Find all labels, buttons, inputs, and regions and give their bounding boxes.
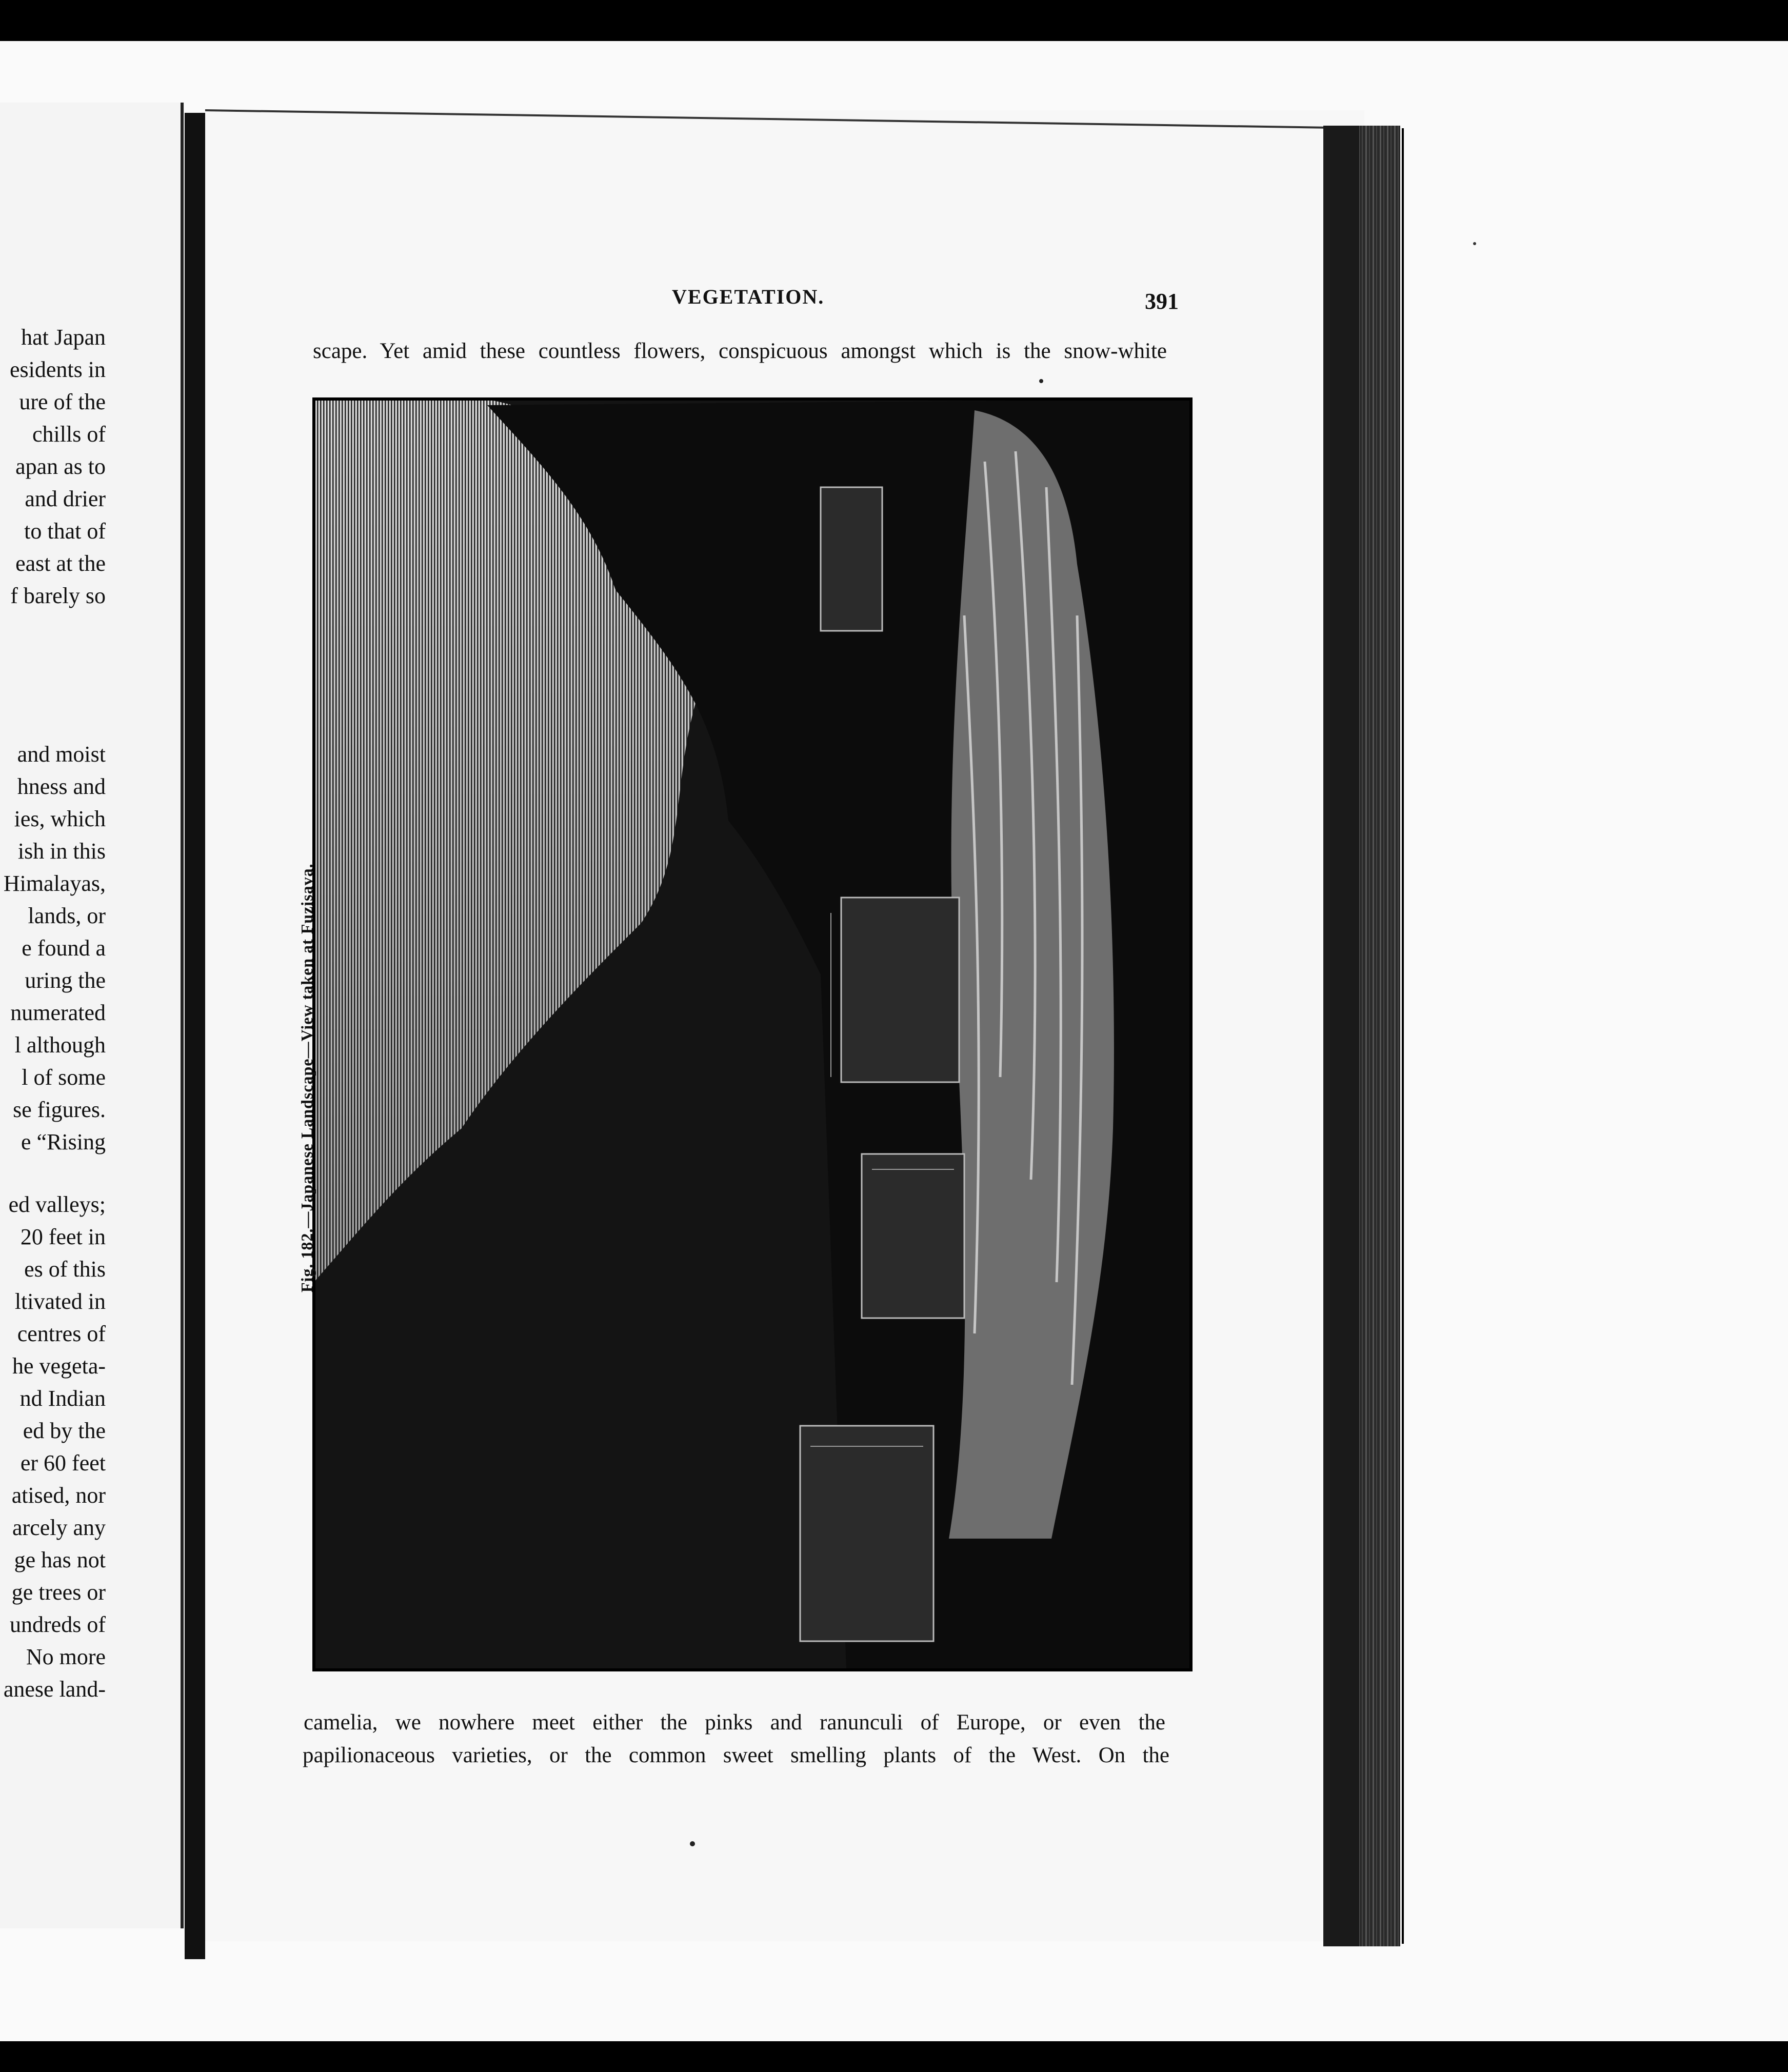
left-page-line: and drier bbox=[25, 486, 106, 511]
figure-caption: Fig. 182.—Japanese Landscape—View taken at Fuzisava. bbox=[297, 863, 316, 1292]
left-page-line: f barely so bbox=[10, 583, 106, 608]
left-page-line: esidents in bbox=[10, 357, 106, 382]
left-page-line: hness and bbox=[17, 774, 106, 799]
left-page-line: apan as to bbox=[15, 454, 106, 479]
left-page-line: ge has not bbox=[14, 1547, 106, 1572]
left-page-line: chills of bbox=[32, 422, 106, 447]
left-page-line: lands, or bbox=[28, 903, 106, 928]
left-page-line: l of some bbox=[22, 1065, 106, 1090]
left-page-line: ltivated in bbox=[14, 1289, 106, 1314]
left-page-line: No more bbox=[26, 1644, 106, 1669]
left-page-line: ge trees or bbox=[11, 1580, 106, 1605]
left-page-line: ish in this bbox=[17, 839, 106, 864]
left-page-line: numerated bbox=[10, 1000, 106, 1025]
left-page-line: Himalayas, bbox=[3, 871, 106, 896]
left-page-line: ies, which bbox=[14, 806, 106, 831]
left-page-line: er 60 feet bbox=[20, 1450, 106, 1476]
left-page-line: ed valleys; bbox=[8, 1192, 106, 1217]
left-page-line: se figures. bbox=[13, 1097, 106, 1122]
left-page-line: ed by the bbox=[23, 1418, 106, 1443]
left-page-line: uring the bbox=[25, 968, 106, 993]
left-page-line: and moist bbox=[17, 742, 106, 767]
left-page-line: to that of bbox=[24, 519, 106, 544]
left-page-line: he vegeta- bbox=[12, 1353, 106, 1379]
left-page-line: hat Japan bbox=[21, 325, 106, 350]
left-page-line: e “Rising bbox=[21, 1129, 106, 1154]
left-page-line: 20 feet in bbox=[20, 1224, 106, 1249]
left-page-line: ure of the bbox=[19, 389, 106, 414]
body-text-line-top: scape. Yet amid these countless flowers, conspicuous amongst which is the snow-white bbox=[313, 339, 1167, 363]
page-number: 391 bbox=[1145, 289, 1179, 314]
left-page-line: arcely any bbox=[12, 1515, 106, 1540]
left-page-line: undreds of bbox=[10, 1612, 106, 1637]
left-page-line: atised, nor bbox=[11, 1483, 106, 1508]
engraving-illustration bbox=[314, 399, 1191, 1670]
body-text-line: camelia, we nowhere meet either the pinks and ranunculi of Europe, or even the bbox=[304, 1710, 1165, 1735]
left-page-line: east at the bbox=[15, 551, 106, 576]
left-page-line: e found a bbox=[22, 935, 106, 961]
body-text-line: papilionaceous varieties, or the common sweet smelling plants of the West. On the bbox=[303, 1743, 1169, 1767]
left-page-line: l although bbox=[14, 1032, 106, 1058]
running-head: VEGETATION. bbox=[672, 285, 825, 308]
left-page-line: nd Indian bbox=[19, 1386, 106, 1411]
left-page-line: es of this bbox=[24, 1257, 106, 1282]
left-page-line: centres of bbox=[17, 1321, 106, 1346]
left-page-line: anese land- bbox=[3, 1677, 106, 1702]
